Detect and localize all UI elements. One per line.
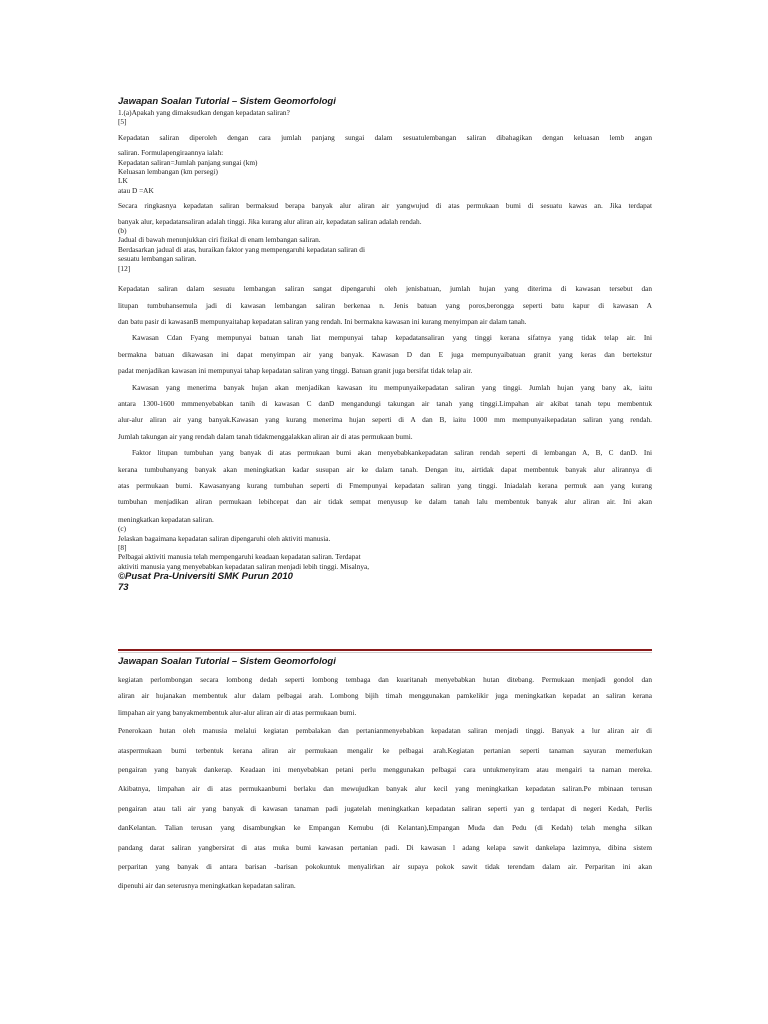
page-header: Jawapan Soalan Tutorial – Sistem Geomorfologi	[118, 656, 336, 667]
answer-line: kegiatan perlombongan secara lombong dedah seperti lombong tembaga dan kuaritanah menyebabkan hutan ditebang. Permukaan menjadi gondol dan	[118, 675, 652, 684]
answer-1c-line: aktiviti manusia yang menyebabkan kepadatan saliran menjadi lebih tinggi. Misalnya,	[118, 561, 370, 571]
answer-line: Akibatnya, limpahan air di atas permukaanbumi berlaku dan mewujudkan banyak alur kecil yang meningkatkan kepadatan saliran.Pe mbinaan terusan	[118, 784, 652, 794]
question-1b-line: Berdasarkan jadual di atas, huraikan faktor yang mempengaruhi kepadatan saliran di	[118, 244, 365, 254]
answer-line: Kawasan Cdan Fyang mempunyai batuan tanah liat mempunyai tahap kepadatansaliran yang tinggi kerana sifatnya yang tidak telap air. Ini	[132, 333, 652, 343]
answer-line: ataspermukaan bumi terbentuk kerana aliran air permukaan mengalir ke pelbagai arah.Kegiatan pertanian seperti tanaman sayuran memerlukan	[118, 745, 652, 755]
answer-line: alur-alur aliran air yang banyak.Kawasan yang kurang menerima hujan seperti di A dan B, iaitu 1000 mm mempunyaikepadatan saliran yang rendah.	[118, 415, 652, 425]
answer-line: danKelantan. Talian terusan yang disambungkan ke Empangan Kemubu (di Kelantan),Empangan Muda dan Pedu (di Kedah) telah mengha silkan	[118, 823, 652, 833]
answer-line: atas permukaan bumi. Kawasanyang kurang tumbuhan seperti di Fmempunyai kepadatan saliran yang tinggi. Iniadalah kerana permuk aan yang kurang	[118, 480, 652, 490]
footer-copyright: ©Pusat Pra-Universiti SMK Purun 2010	[118, 571, 293, 583]
answer-1a-line: banyak alur, kepadatansaliran adalah tinggi. Jika kurang alur aliran air, kepadatan saliran adalah rendah.	[118, 216, 422, 226]
question-1b-label: (b)	[118, 226, 127, 236]
answer-line: Kawasan yang menerima banyak hujan akan menjadikan kawasan itu mempunyaikepadatan saliran yang tinggi. Jumlah hujan yang bany ak, iaitu	[132, 382, 652, 392]
document-page-2	[118, 656, 652, 896]
answer-1b	[118, 281, 652, 511]
formula-line: Kepadatan saliran=Jumlah panjang sungai (km)	[118, 157, 258, 167]
answer-line: pengairan atau tali air yang banyak di kawasan tanaman padi jugatelah meningkatkan kepadatan saliran seperti yan g terdapat di negeri Kedah, Perlis	[118, 803, 652, 813]
answer-line: antara 1300-1600 mmmenyebabkan tanih di kawasan C danD mengandungi takungan air tanah yang tinggi.Limpahan air akibat tanah tepu membentuk	[118, 398, 652, 408]
answer-line: pengairan yang banyak dankerap. Keadaan ini menyebabkan petani perlu menggunakan pelbagai cara untukmenyiram atau mengairi ta naman mereka.	[118, 765, 652, 775]
question-1c-marks: [8]	[118, 543, 127, 552]
page-divider-shadow	[118, 652, 652, 653]
answer-line: bermakna batuan dikawasan ini dapat menyimpan air yang banyak. Kawasan D dan E juga mempunyaibatuan granit yang keras dan bertekstur	[118, 349, 652, 359]
answer-line: padat menjadikan kawasan ini mempunyai tahap kepadatan saliran yang tinggi. Batuan granit juga bersifat tidak telap air.	[118, 366, 473, 376]
answer-line: pandang darat saliran yangbersirat di atas muka bumi kawasan pertanian padi. Di kawasan l adang kelapa sawit dankelapa lazimnya, dibina sistem	[118, 842, 652, 852]
page-header: Jawapan Soalan Tutorial – Sistem Geomorfologi	[118, 96, 336, 107]
answer-line: tumbuhan menjadikan aliran permukaan lebihcepat dan air tidak sempat menyusup ke dalam tanah lalu membentuk banyak alur aliran air. Ini akan	[118, 497, 652, 507]
question-1c-line: Jelaskan bagaimana kepadatan saliran dipengaruhi oleh aktiviti manusia.	[118, 533, 331, 543]
answer-line: dipenuhi air dan seterusnya meningkatkan kepadatan saliran.	[118, 881, 296, 891]
page-divider	[118, 649, 652, 651]
answer-1a-line: saliran. Formulapengiraannya ialah:	[118, 148, 224, 158]
answer-line: perparitan yang banyak di antara barisan -barisan pokokuntuk menyalirkan air supaya pokok sawit tidak terendam dalam air. Perparitan ini akan	[118, 862, 652, 872]
answer-line: aliran air hujanakan membentuk alur dalam pelbagai arah. Lombong bijih timah menggunakan pamkelikir juga meningkatkan kepadat an saliran kerana	[118, 691, 652, 701]
answer-line: Penerokaan hutan oleh manusia melalui kegiatan pembalakan dan pertanianmenyebabkan kepadatan saliran menjadi tinggi. Banyak a lur aliran air di	[118, 726, 652, 736]
footer-page-number: 73	[118, 582, 129, 594]
answer-line: Jumlah takungan air yang rendah dalam tanah tidakmenggalakkan aliran air di atas permukaan bumi.	[118, 431, 413, 441]
question-1b-marks: [12]	[118, 263, 131, 273]
answer-line: meningkatkan kepadatan saliran.	[118, 514, 214, 524]
question-1c-label: (c)	[118, 524, 127, 534]
answer-line: Faktor litupan tumbuhan yang banyak di atas permukaan bumi akan menyebabkankepadatan saliran rendah seperti di lembangan A, B, C danD. Ini	[132, 448, 652, 458]
answer-1a-line: Secara ringkasnya kepadatan saliran bermaksud berapa banyak alur aliran air yangwujud di atas permukaan bumi di sesuatu kawas an. Jika terdapat	[118, 201, 652, 211]
answer-line: Kepadatan saliran dalam sesuatu lembangan saliran sangat dipengaruhi oleh jenisbatuan, jumlah hujan yang diterima di kawasan tersebut dan	[118, 284, 652, 294]
formula-line: LK	[118, 176, 128, 186]
answer-line: litupan tumbuhansemula jadi di kawasan lembangan saliran berkenaa n. Jenis batuan yang poros,berongga seperti batu kapur di kawasan A	[118, 300, 652, 310]
question-1a-marks: [5]	[118, 117, 127, 127]
answer-line: kerana tumbuhanyang banyak akan meningkatkan kadar susupan air ke dalam tanah. Dengan itu, airtidak dapat membentuk banyak alur alirannya di	[118, 464, 652, 474]
answer-line: limpahan air yang banyakmembentuk alur-alur aliran air di atas permukaan bumi.	[118, 707, 357, 717]
answer-line: dan batu pasir di kawasanB mempunyaitahap kepadatan saliran yang rendah. Ini bermakna kawasan ini kurang menyimpan air dalam tanah.	[118, 316, 527, 326]
answer-1a-line: Kepadatan saliran diperoleh dengan cara jumlah panjang sungai dalam sesuatulembangan saliran dibahagikan dengan keluasan lemb angan	[118, 132, 652, 142]
formula-line: atau D =AK	[118, 185, 154, 195]
question-1a: 1.(a)Apakah yang dimaksudkan dengan kepadatan saliran?	[118, 108, 290, 117]
question-1b-line: Jadual di bawah menunjukkan ciri fizikal di enam lembangan saliran.	[118, 235, 321, 245]
answer-1c-continued	[118, 672, 652, 896]
formula-line: Keluasan lembangan (km persegi)	[118, 167, 218, 177]
question-1b-line: sesuatu lembangan saliran.	[118, 254, 197, 264]
document-page-1	[118, 96, 652, 593]
answer-1c-line: Pelbagai aktiviti manusia telah mempengaruhi keadaan kepadatan saliran. Terdapat	[118, 552, 361, 562]
